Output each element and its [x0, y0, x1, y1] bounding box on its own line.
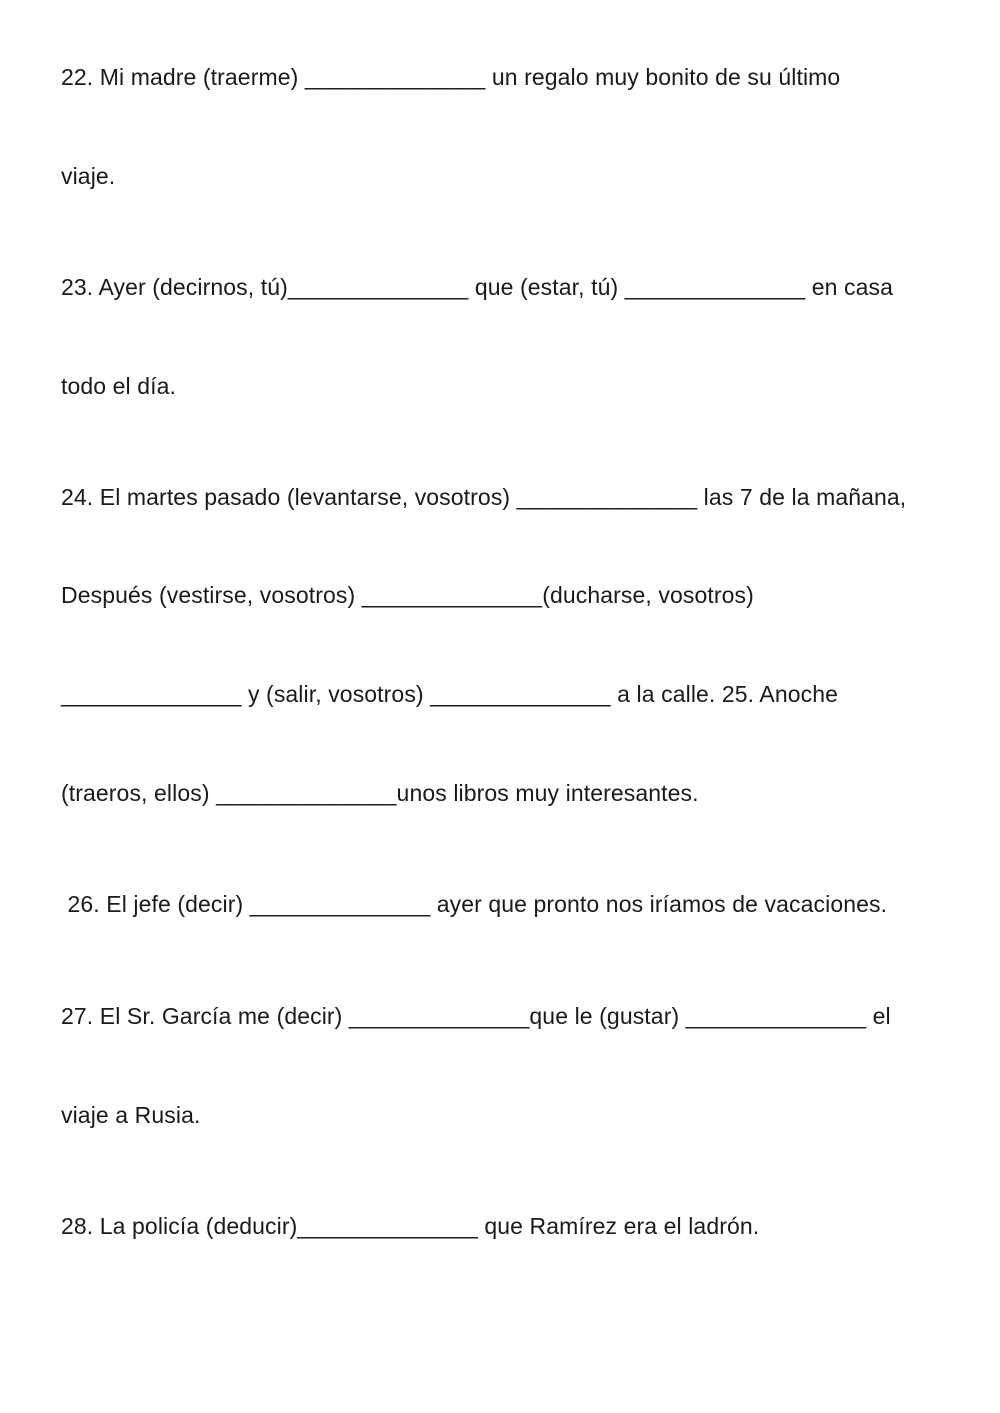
exercise-27-line-1: 27. El Sr. García me (decir) ______________que le (gustar) ______________ el — [61, 1003, 891, 1029]
exercise-26-line-1: 26. El jefe (decir) ______________ ayer que pronto nos iríamos de vacaciones. — [61, 891, 888, 917]
exercise-23-line-1: 23. Ayer (decirnos, tú)______________ que (estar, tú) ______________ en casa — [61, 274, 893, 300]
exercise-22-line-1: 22. Mi madre (traerme) ______________ un regalo muy bonito de su último — [61, 64, 841, 90]
exercise-28-line-1: 28. La policía (deducir)______________ que Ramírez era el ladrón. — [61, 1213, 760, 1239]
exercise-24-line-3: ______________ y (salir, vosotros) ______________ a la calle. 25. Anoche — [61, 681, 839, 707]
exercise-24-line-2: Después (vestirse, vosotros) ______________(ducharse, vosotros) — [61, 582, 754, 608]
exercise-25-line-1: (traeros, ellos) ______________unos libros muy interesantes. — [61, 780, 699, 806]
exercise-22-line-2: viaje. — [61, 163, 116, 189]
exercise-24-line-1: 24. El martes pasado (levantarse, vosotros) ______________ las 7 de la mañana, — [61, 484, 907, 510]
exercise-23-line-2: todo el día. — [61, 373, 177, 399]
exercise-27-line-2: viaje a Rusia. — [61, 1102, 201, 1128]
